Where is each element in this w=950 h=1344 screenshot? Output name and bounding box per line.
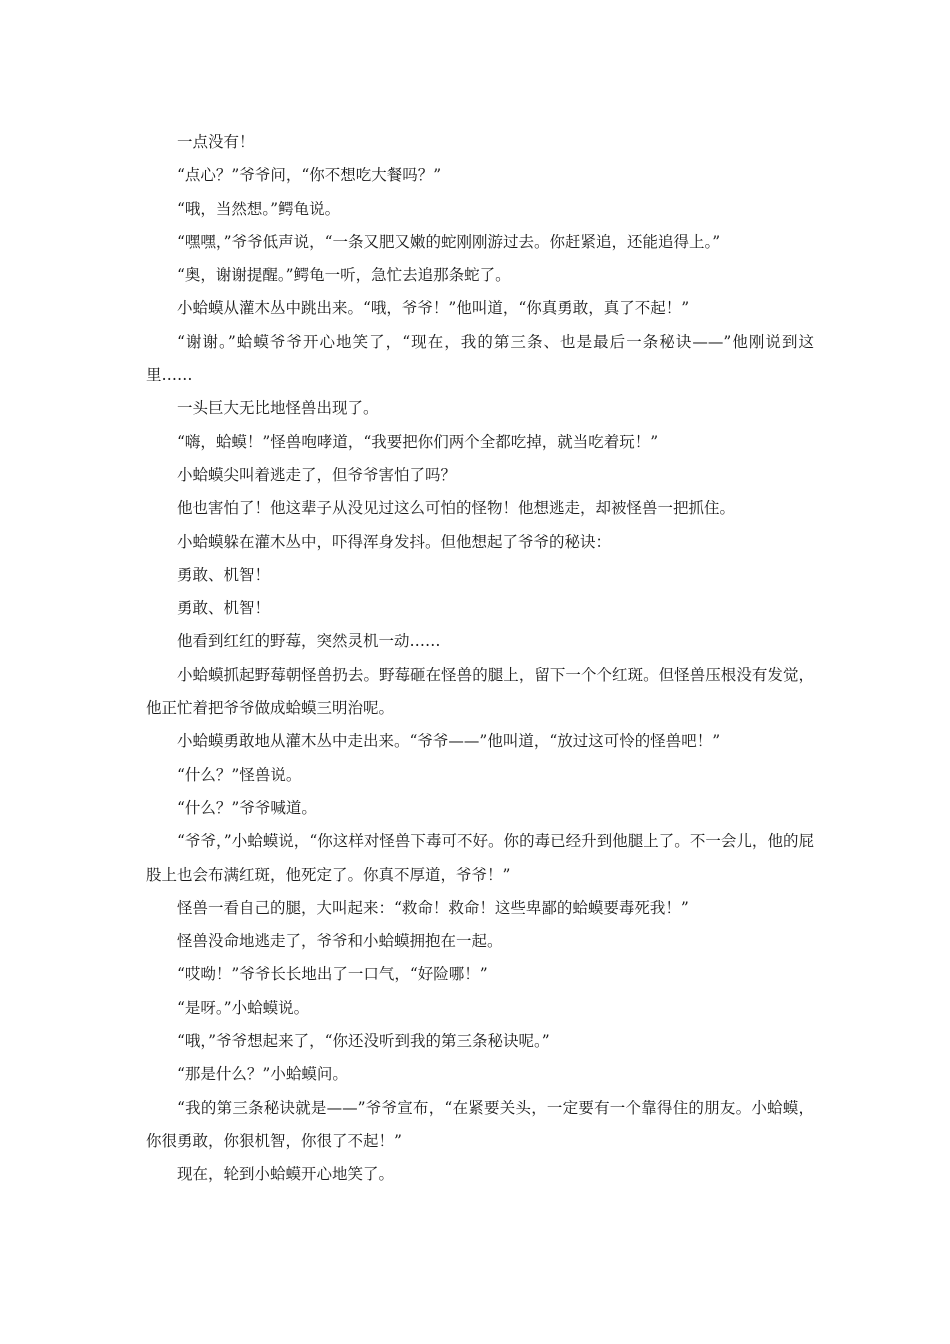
paragraph: 小蛤蟆尖叫着逃走了，但爷爷害怕了吗？ <box>177 465 457 484</box>
paragraph: “什么？”爷爷喊道。 <box>177 798 317 817</box>
paragraph: 小蛤蟆从灌木丛中跳出来。“哦，爷爷！”他叫道，“你真勇敢，真了不起！” <box>177 299 690 318</box>
paragraph: 他看到红红的野莓，突然灵机一动…… <box>177 632 441 651</box>
paragraph: 勇敢、机智！ <box>177 599 271 618</box>
paragraph: “是呀。”小蛤蟆说。 <box>177 998 310 1017</box>
paragraph: 怪兽一看自己的腿，大叫起来：“救命！救命！这些卑鄙的蛤蟆要毒死我！” <box>177 898 689 917</box>
paragraph: “谢谢。”蛤蟆爷爷开心地笑了，“现在，我的第三条、也是最后一条秘诀——”他刚说到这里…… <box>146 332 814 385</box>
paragraph: 他也害怕了！他这辈子从没见过这么可怕的怪物！他想逃走，却被怪兽一把抓住。 <box>177 499 736 518</box>
paragraph: “爷爷，”小蛤蟆说，“你这样对怪兽下毒可不好。你的毒已经升到他腿上了。不一会儿，他的屁股上也会布满红斑，他死定了。你真不厚道，爷爷！” <box>146 832 814 884</box>
story-text <box>146 126 814 1192</box>
paragraph: 勇敢、机智！ <box>177 565 271 584</box>
paragraph: 小蛤蟆勇敢地从灌木丛中走出来。“爷爷——”他叫道，“放过这可怜的怪兽吧！” <box>177 732 721 751</box>
paragraph: “什么？”怪兽说。 <box>177 765 302 784</box>
paragraph: “嗨，蛤蟆！”怪兽咆哮道，“我要把你们两个全都吃掉，就当吃着玩！” <box>177 432 659 451</box>
paragraph: 怪兽没命地逃走了，爷爷和小蛤蟆拥抱在一起。 <box>177 932 503 951</box>
paragraph: “奥，谢谢提醒。”鳄龟一听，急忙去追那条蛇了。 <box>177 266 511 285</box>
paragraph: “嘿嘿，”爷爷低声说，“一条又肥又嫩的蛇刚刚游过去。你赶紧追，还能追得上。” <box>177 232 721 251</box>
paragraph: “我的第三条秘诀就是——”爷爷宣布，“在紧要关头，一定要有一个靠得住的朋友。小蛤蟆，你很勇敢，你狠机智，你很了不起！” <box>146 1098 814 1150</box>
paragraph: 小蛤蟆抓起野莓朝怪兽扔去。野莓砸在怪兽的腿上，留下一个个红斑。但怪兽压根没有发觉，他正忙着把爷爷做成蛤蟆三明治呢。 <box>146 665 814 718</box>
paragraph: “点心？”爷爷问，“你不想吃大餐吗？” <box>177 166 442 185</box>
paragraph: “那是什么？”小蛤蟆问。 <box>177 1065 348 1084</box>
paragraph: 一头巨大无比地怪兽出现了。 <box>177 399 379 418</box>
paragraph: 现在，轮到小蛤蟆开心地笑了。 <box>177 1165 395 1184</box>
paragraph: “哎呦！”爷爷长长地出了一口气，“好险哪！” <box>177 965 488 984</box>
paragraph: “哦，”爷爷想起来了，“你还没听到我的第三条秘诀呢。” <box>177 1032 550 1051</box>
paragraph: 小蛤蟆躲在灌木丛中，吓得浑身发抖。但他想起了爷爷的秘诀： <box>177 532 612 551</box>
paragraph: “哦，当然想。”鳄龟说。 <box>177 199 341 218</box>
paragraph: 一点没有！ <box>177 133 255 151</box>
